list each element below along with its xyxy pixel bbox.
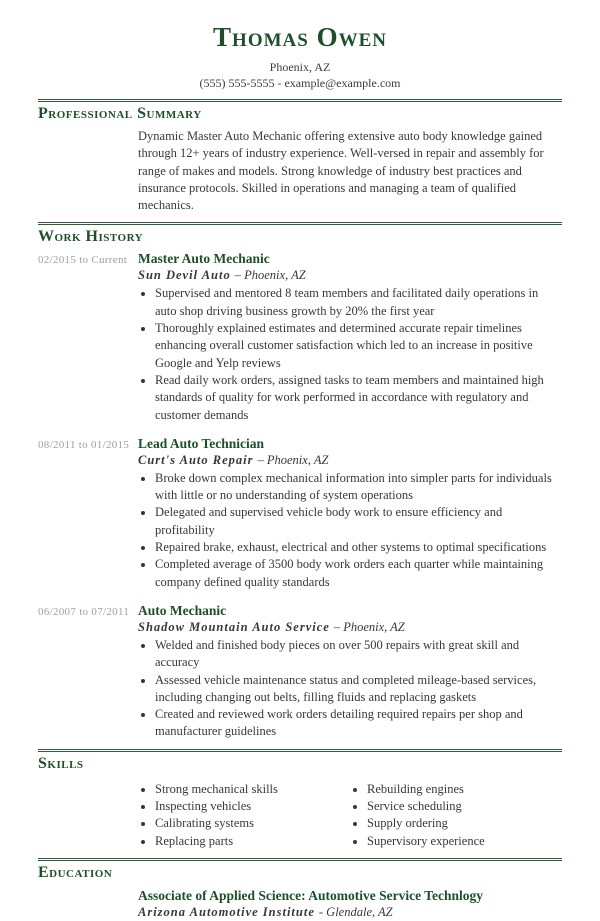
section-work-history	[38, 227, 562, 740]
job-content	[138, 436, 562, 591]
job-bullet: • Delegated and supervised vehicle body work to ensure efficiency and profitability	[155, 504, 562, 539]
education-content	[138, 887, 562, 921]
job-company-line	[138, 619, 562, 636]
job-content	[138, 251, 562, 423]
company-name: Shadow Mountain Auto Service	[138, 619, 330, 634]
job-bullet: • Broke down complex mechanical information into simpler parts for individuals with little or no understanding of system operations	[155, 470, 562, 505]
job-title: Auto Mechanic	[138, 602, 227, 618]
summary-text: Dynamic Master Auto Mechanic offering extensive auto body knowledge gained through 12+ years of industry experience. Well-versed in repair and assembly for range of makes and models. Strong knowledge of industry best practices and insurance protocols. Skilled in operations and managing a team of qualified mechanics.	[138, 129, 544, 213]
job-bullet: • Read daily work orders, assigned tasks to team members and maintained high standards of quality for work performed in accordance with regulatory and customer demands	[155, 372, 562, 424]
skills-columns	[138, 778, 562, 850]
skills-column-right	[350, 781, 562, 850]
contact-block	[38, 59, 562, 91]
section-divider	[38, 749, 562, 752]
job-bullet: • Repaired brake, exhaust, electrical and other systems to optimal specifications	[155, 539, 562, 556]
education-school: Arizona Automotive Institute	[138, 904, 315, 919]
job-location: – Phoenix, AZ	[333, 619, 405, 634]
skill-item: • Service scheduling	[367, 798, 562, 815]
person-name: Thomas Owen	[213, 22, 387, 52]
section-divider	[38, 99, 562, 102]
job-bullet: • Welded and finished body pieces on over 500 repairs with great skill and accuracy	[155, 637, 562, 672]
education-heading: Education	[38, 863, 113, 881]
education-degree: Associate of Applied Science: Automotive Service Technlogy	[138, 887, 483, 903]
skill-item: • Strong mechanical skills	[155, 781, 350, 798]
job-bullet: • Thoroughly explained estimates and determined accurate repair timelines enhancing overall customer satisfaction which led to an increase in positive Google and Yelp reviews	[155, 320, 562, 372]
job-title: Master Auto Mechanic	[138, 251, 270, 267]
education-school-line	[138, 904, 562, 921]
work-history-heading: Work History	[38, 228, 144, 246]
job-dates: 08/2011 to 01/2015	[38, 438, 130, 451]
job-bullet-list	[138, 470, 562, 591]
job-bullet-list	[138, 637, 562, 741]
person-location: Phoenix, AZ	[269, 60, 331, 74]
education-location: - Glendale, AZ	[318, 904, 393, 919]
job-bullet: • Created and reviewed work orders detailing required repairs per shop and manufacturer guidelines	[155, 706, 562, 741]
job-bullet: • Assessed vehicle maintenance status and completed mileage-based services, including changing out belts, filling fluids and replacing gaskets	[155, 672, 562, 707]
job-content	[138, 603, 562, 741]
job-dates: 02/2015 to Current	[38, 254, 128, 267]
section-skills	[38, 754, 562, 850]
job-dates: 06/2007 to 07/2011	[38, 605, 130, 618]
summary-heading: Professional Summary	[38, 105, 202, 122]
resume-header	[38, 22, 562, 91]
section-divider	[38, 858, 562, 861]
skill-item: • Supply ordering	[367, 815, 562, 832]
job-entry	[38, 603, 562, 741]
skills-column-left	[138, 781, 350, 850]
job-location: – Phoenix, AZ	[257, 452, 329, 467]
company-name: Sun Devil Auto	[138, 268, 231, 283]
skill-item: • Calibrating systems	[155, 815, 350, 832]
section-divider	[38, 222, 562, 225]
job-bullet: • Supervised and mentored 8 team members and facilitated daily operations in auto shop driving business growth by 20% the first year	[155, 285, 562, 320]
skills-heading: Skills	[38, 754, 84, 772]
job-bullet: • Completed average of 3500 body work orders each quarter while maintaining company defined quality standards	[155, 556, 562, 591]
skill-item: • Supervisory experience	[367, 833, 562, 850]
job-entry	[38, 436, 562, 591]
person-contact: (555) 555-5555 - example@example.com	[199, 76, 401, 90]
job-company-line	[138, 267, 562, 284]
job-entry	[38, 251, 562, 423]
job-location: – Phoenix, AZ	[234, 268, 306, 283]
section-education	[38, 863, 562, 921]
company-name: Curt's Auto Repair	[138, 452, 254, 467]
job-title: Lead Auto Technician	[138, 435, 265, 451]
skill-item: • Rebuilding engines	[367, 781, 562, 798]
section-professional-summary	[38, 104, 562, 214]
skill-item: • Replacing parts	[155, 833, 350, 850]
skill-item: • Inspecting vehicles	[155, 798, 350, 815]
job-bullet-list	[138, 285, 562, 423]
job-company-line	[138, 452, 562, 469]
